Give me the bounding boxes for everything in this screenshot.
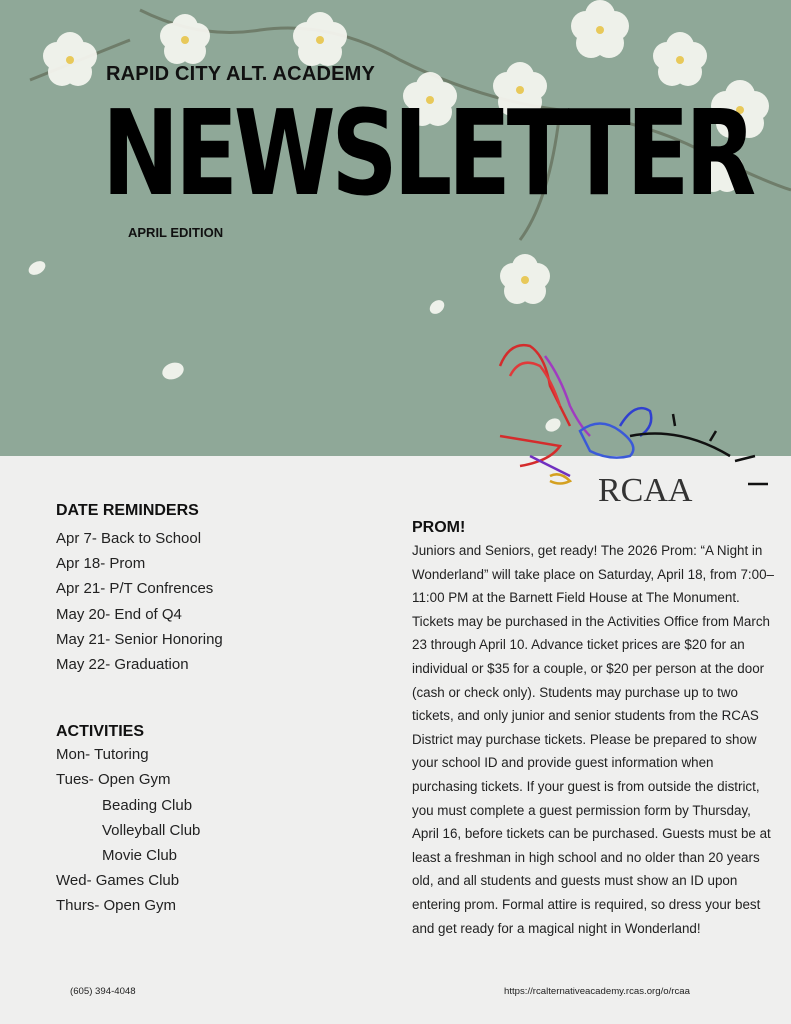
activity-item: Movie Club: [102, 847, 178, 865]
activity-item: Mon- Tutoring: [56, 746, 149, 764]
activity-item: Wed- Games Club: [56, 872, 180, 890]
footer-url[interactable]: https://rcalternativeacademy.rcas.org/o/rcaa: [504, 986, 690, 997]
reminder-item: Apr 18- Prom: [56, 555, 146, 573]
reminder-item: Apr 21- P/T Confrences: [56, 580, 214, 598]
prom-body: Juniors and Seniors, get ready! The 2026 Prom: “A Night in Wonderland” will take place on Saturday, April 18, from 7:00–11:00 PM at the Barnett Field House at The Monument. Tickets may be purchased in the Activities Office from March 23 through April 10. Advance ticket prices are $20 for an individual or $35 for a couple, or $20 per person at the door (cash or check only). Students may purchase up to two tickets, and only junior and senior students from the RCAS District may purchase tickets. Please be prepared to show your school ID and provide guest information when purchasing tickets. If your guest is from outside the district, you must complete a guest permission form by Thursday, April 16, before tickets can be purchased. Guests must be at least a freshman in high school and no older than 20 years old, and all students and guests must show an ID upon entering prom. Formal attire is required, so dress your best and get ready for a magical night in Wonderland!: [412, 543, 774, 936]
activity-item: Beading Club: [102, 796, 193, 814]
logo-text: RCAA: [598, 472, 693, 509]
date-reminders-title: DATE REMINDERS: [56, 502, 199, 519]
prom-section: [412, 519, 777, 940]
activity-item: Volleyball Club: [102, 821, 201, 839]
date-reminders-section: [56, 502, 356, 919]
reminder-item: May 22- Graduation: [56, 656, 189, 674]
reminder-item: Apr 7- Back to School: [56, 530, 202, 547]
activity-item: Thurs- Open Gym: [56, 897, 177, 915]
reminder-item: May 20- End of Q4: [56, 605, 182, 623]
activity-item: Tues- Open Gym: [56, 771, 171, 789]
edition-label: APRIL EDITION: [128, 225, 224, 240]
newsletter-title: NEWSLETTER: [102, 84, 752, 222]
reminder-item: May 21- Senior Honoring: [56, 630, 223, 648]
prom-title: PROM!: [412, 519, 466, 536]
activities-title: ACTIVITIES: [56, 723, 145, 741]
eagle-logo-icon: [490, 336, 770, 516]
footer-phone: (605) 394-4048: [70, 986, 136, 997]
school-name: RAPID CITY ALT. ACADEMY: [106, 63, 376, 85]
